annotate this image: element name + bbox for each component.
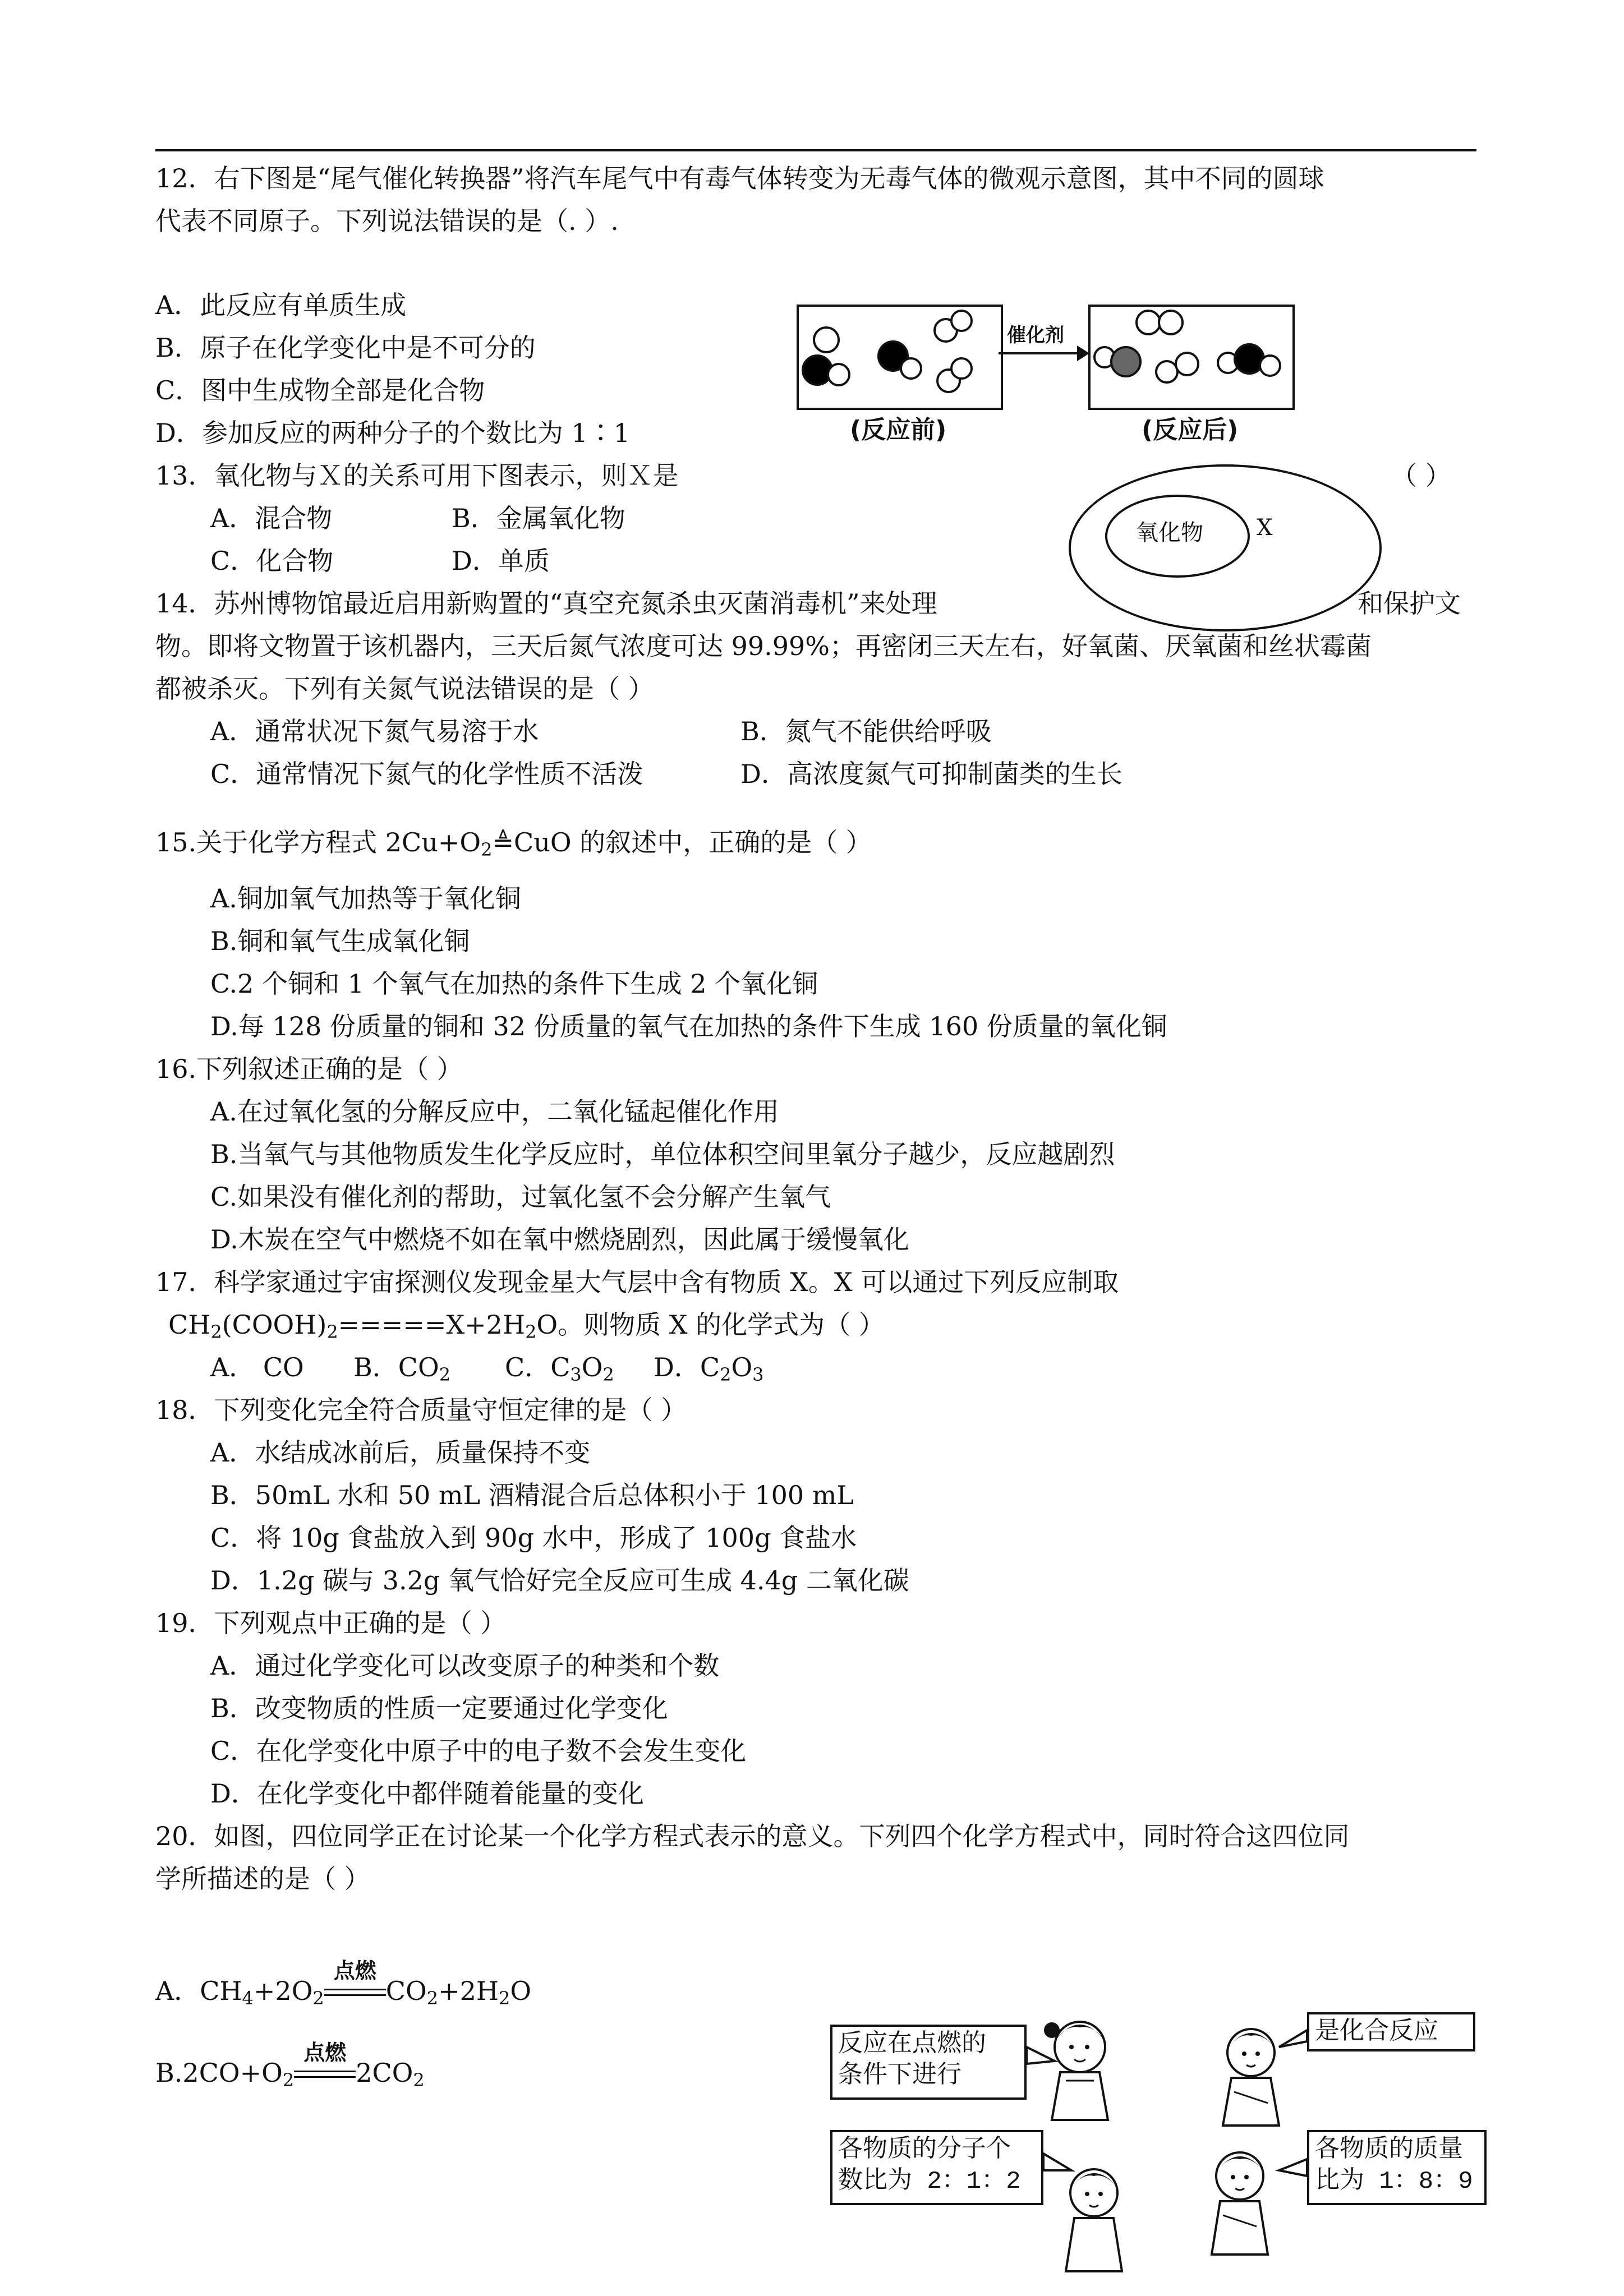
q14-option-c: C．通常情况下氮气的化学性质不活泼 xyxy=(210,759,643,789)
white-atom xyxy=(950,357,973,380)
speech-bubble-bottom-right xyxy=(1307,2130,1487,2205)
q20-option-a-text: +2H xyxy=(438,1976,499,2006)
after-box xyxy=(1088,305,1295,410)
q17-formula-part: O。则物质 X 的化学式为（ ） xyxy=(536,1310,885,1340)
q15-stem-eq: ≜ xyxy=(492,827,514,857)
q15-option-b: B.铜和氧气生成氧化铜 xyxy=(210,926,470,956)
q20-option-a-text: A．CH xyxy=(155,1976,242,2006)
q15-option-a: A.铜加氧气加热等于氧化铜 xyxy=(210,883,521,914)
q14-line1-left: 14．苏州博物馆最近启用新购置的“真空充氮杀虫灭菌消毒机”来处理 xyxy=(155,588,937,619)
condition-equals-sign xyxy=(294,2040,356,2090)
student-girl-icon xyxy=(1044,2022,1108,2120)
bubble-text: 比为 1：8：9 xyxy=(1315,2168,1473,2196)
q20-option-b xyxy=(155,2040,425,2091)
q14-line3: 都被杀灭。下列有关氮气说法错误的是（ ） xyxy=(155,674,654,704)
q14-option-a: A．通常状况下氮气易溶于水 xyxy=(210,716,539,746)
bubble-tail xyxy=(1279,2159,1307,2176)
q17-option-d-text: D．C xyxy=(654,1352,720,1382)
bubble-text: 反应在点燃的 xyxy=(838,2031,986,2059)
student-boy-icon xyxy=(1066,2169,1122,2271)
q17-option-c-sub: 3 xyxy=(570,1364,582,1385)
q17-option-c xyxy=(505,1350,614,1384)
q18-option-c: C．将 10g 食盐放入到 90g 水中，形成了 100g 食盐水 xyxy=(210,1523,857,1553)
q15-stem-sub: 2 xyxy=(481,839,493,860)
q17-formula-sub: 2 xyxy=(326,1321,338,1343)
q15-stem-post: CuO 的叙述中，正确的是（ ） xyxy=(514,827,872,857)
q19-option-a: A．通过化学变化可以改变原子的种类和个数 xyxy=(210,1650,720,1681)
bubble-text: 各物质的分子个 xyxy=(838,2136,1011,2164)
arrow-shaft xyxy=(999,352,1083,354)
q15-option-c: C.2 个铜和 1 个氧气在加热的条件下生成 2 个氧化铜 xyxy=(210,969,818,999)
q17-option-c-sub: 2 xyxy=(602,1364,614,1385)
q12-line1: 12．右下图是“尾气催化转换器”将汽车尾气中有毒气体转变为无毒气体的微观示意图，其中不同的圆球 xyxy=(155,163,1324,193)
q15-stem-pre: 15.关于化学方程式 2Cu+O xyxy=(155,827,481,857)
eq-bar xyxy=(294,2071,356,2072)
eq-bar xyxy=(324,1989,386,1990)
speech-bubble-bottom-left xyxy=(830,2130,1043,2205)
eq-bar xyxy=(324,1994,386,1996)
white-atom xyxy=(1259,354,1281,377)
q17-formula-part: CH xyxy=(168,1310,211,1340)
white-atom xyxy=(1175,352,1199,376)
q16-option-c: C.如果没有催化剂的帮助，过氧化氢不会分解产生氧气 xyxy=(210,1182,831,1212)
q18-option-d: D．1.2g 碳与 3.2g 氧气恰好完全反应可生成 4.4g 二氧化碳 xyxy=(210,1565,909,1596)
student-boy-icon xyxy=(1212,2152,1268,2254)
q20-option-a-sub: 2 xyxy=(312,1988,324,2009)
q17-option-d xyxy=(654,1350,764,1384)
q13-option-d: D．单质 xyxy=(452,546,550,576)
white-atom xyxy=(827,363,850,386)
speech-bubble-top-left xyxy=(830,2025,1027,2100)
q13-option-b: B．金属氧化物 xyxy=(452,503,625,533)
q17-option-b-text: B．CO xyxy=(353,1352,439,1382)
q17-option-b xyxy=(353,1350,450,1384)
arrow-head-icon xyxy=(1077,345,1089,361)
before-box xyxy=(797,305,1003,410)
inner-label: 氧化物 xyxy=(1136,520,1203,546)
q17-option-d-sub: 3 xyxy=(752,1364,764,1385)
q17-option-c-text: C．C xyxy=(505,1352,571,1382)
q17-line2 xyxy=(168,1308,885,1341)
bubble-tail xyxy=(1043,2154,1071,2170)
outer-label: X xyxy=(1257,515,1273,541)
q17-option-b-sub: 2 xyxy=(439,1364,451,1385)
bubble-tail xyxy=(1027,2047,1055,2064)
q19-option-c: C．在化学变化中原子中的电子数不会发生变化 xyxy=(210,1736,747,1766)
bubble-text: 条件下进行 xyxy=(838,2062,961,2090)
q15-option-d: D.每 128 份质量的铜和 32 份质量的氧气在加热的条件下生成 160 份质量的氧化铜 xyxy=(210,1011,1167,1041)
q18-option-a: A．水结成冰前后，质量保持不变 xyxy=(210,1437,591,1468)
white-atom xyxy=(1158,310,1184,335)
q12-option-d: D．参加反应的两种分子的个数比为 1∶1 xyxy=(155,418,631,448)
q16-option-b: B.当氧气与其他物质发生化学反应时，单位体积空间里氧分子越少，反应越剧烈 xyxy=(210,1139,1115,1169)
q13-paren: （ ） xyxy=(1391,460,1451,491)
grey-atom xyxy=(1110,346,1142,377)
q20-option-a-sub: 2 xyxy=(499,1988,510,2009)
q16-option-a: A.在过氧化氢的分解反应中，二氧化锰起催化作用 xyxy=(210,1096,779,1127)
q20-option-b-text: 2CO xyxy=(356,2058,413,2088)
q17-line1: 17．科学家通过宇宙探测仪发现金星大气层中含有物质 X。X 可以通过下列反应制取 xyxy=(155,1267,1119,1297)
q16-option-d: D.木炭在空气中燃烧不如在氧中燃烧剧烈，因此属于缓慢氧化 xyxy=(210,1224,909,1255)
q17-formula-sub: 2 xyxy=(525,1321,537,1343)
arrow-label: 催化剂 xyxy=(1007,324,1064,347)
before-caption: (反应前) xyxy=(850,416,947,444)
students-illustration xyxy=(1027,2008,1318,2288)
q13-stem: 13．氧化物与Ｘ的关系可用下图表示，则Ｘ是 xyxy=(155,460,679,491)
q13-option-c: C．化合物 xyxy=(210,546,334,576)
q17-option-a: A． CO xyxy=(210,1352,304,1382)
q16-stem: 16.下列叙述正确的是（ ） xyxy=(155,1054,463,1084)
q18-option-b: B．50mL 水和 50 mL 酒精混合后总体积小于 100 mL xyxy=(210,1480,854,1510)
q20-option-a-text: O xyxy=(510,1976,532,2006)
white-atom xyxy=(950,310,973,332)
after-caption: (反应后) xyxy=(1142,416,1239,444)
q20-line1: 20．如图，四位同学正在讨论某一个化学方程式表示的意义。下列四个化学方程式中，同时符合这四位同 xyxy=(155,1821,1350,1851)
q17-formula-sub: 2 xyxy=(210,1321,222,1343)
q14-line2: 物。即将文物置于该机器内，三天后氮气浓度可达 99.99%；再密闭三天左右，好氧菌、厌氧菌和丝状霉菌 xyxy=(155,631,1372,661)
bubble-text: 数比为 2：1：2 xyxy=(838,2168,1021,2196)
student-boy-icon xyxy=(1223,2029,1279,2126)
white-atom xyxy=(813,326,840,353)
q19-stem: 19．下列观点中正确的是（ ） xyxy=(155,1608,507,1638)
q12-option-c: C．图中生成物全部是化合物 xyxy=(155,375,485,405)
bubble-tail xyxy=(1279,2030,1307,2047)
bubble-text: 各物质的质量 xyxy=(1315,2136,1463,2164)
q14-option-b: B．氮气不能供给呼吸 xyxy=(740,716,992,746)
q15-stem xyxy=(155,826,872,859)
q17-formula-part: (COOH) xyxy=(222,1310,327,1340)
q17-option-d-sub: 2 xyxy=(720,1364,732,1385)
q14-option-d: D．高浓度氮气可抑制菌类的生长 xyxy=(740,759,1122,789)
q17-formula-part: =====X+2H xyxy=(338,1310,526,1340)
condition-label: 点燃 xyxy=(303,2040,347,2065)
q20-option-b-text: B.2CO+O xyxy=(155,2058,283,2088)
white-atom xyxy=(900,357,922,380)
q17-option-c-text: O xyxy=(581,1352,603,1382)
q19-option-b: B．改变物质的性质一定要通过化学变化 xyxy=(210,1693,668,1723)
q20-option-b-sub: 2 xyxy=(282,2069,295,2091)
q20-option-a-sub: 4 xyxy=(242,1988,254,2009)
q12-line2: 代表不同原子。下列说法错误的是（. ）. xyxy=(155,206,619,236)
condition-label: 点燃 xyxy=(333,1958,376,1983)
q19-option-d: D．在化学变化中都伴随着能量的变化 xyxy=(210,1778,644,1809)
q18-stem: 18．下列变化完全符合质量守恒定律的是（ ） xyxy=(155,1395,687,1425)
condition-equals-sign xyxy=(324,1958,386,2008)
q20-option-b-sub: 2 xyxy=(413,2069,425,2091)
q20-line2: 学所描述的是（ ） xyxy=(155,1864,370,1894)
speech-bubble-top-right xyxy=(1307,2012,1475,2051)
q12-option-a: A．此反应有单质生成 xyxy=(155,290,407,320)
q20-option-a-sub: 2 xyxy=(426,1988,439,2009)
q13-option-a: A．混合物 xyxy=(210,503,333,533)
q12-option-b: B．原子在化学变化中是不可分的 xyxy=(155,333,536,363)
q17-option-d-text: O xyxy=(731,1352,753,1382)
top-rule xyxy=(155,149,1476,151)
q20-option-a-text: CO xyxy=(385,1976,427,2006)
q20-option-a-text: +2O xyxy=(253,1976,313,2006)
bubble-text: 是化合反应 xyxy=(1315,2018,1438,2046)
eq-bar xyxy=(294,2076,356,2078)
q20-option-a xyxy=(155,1958,532,2009)
q14-line1-right: 和保护文 xyxy=(1358,588,1461,619)
